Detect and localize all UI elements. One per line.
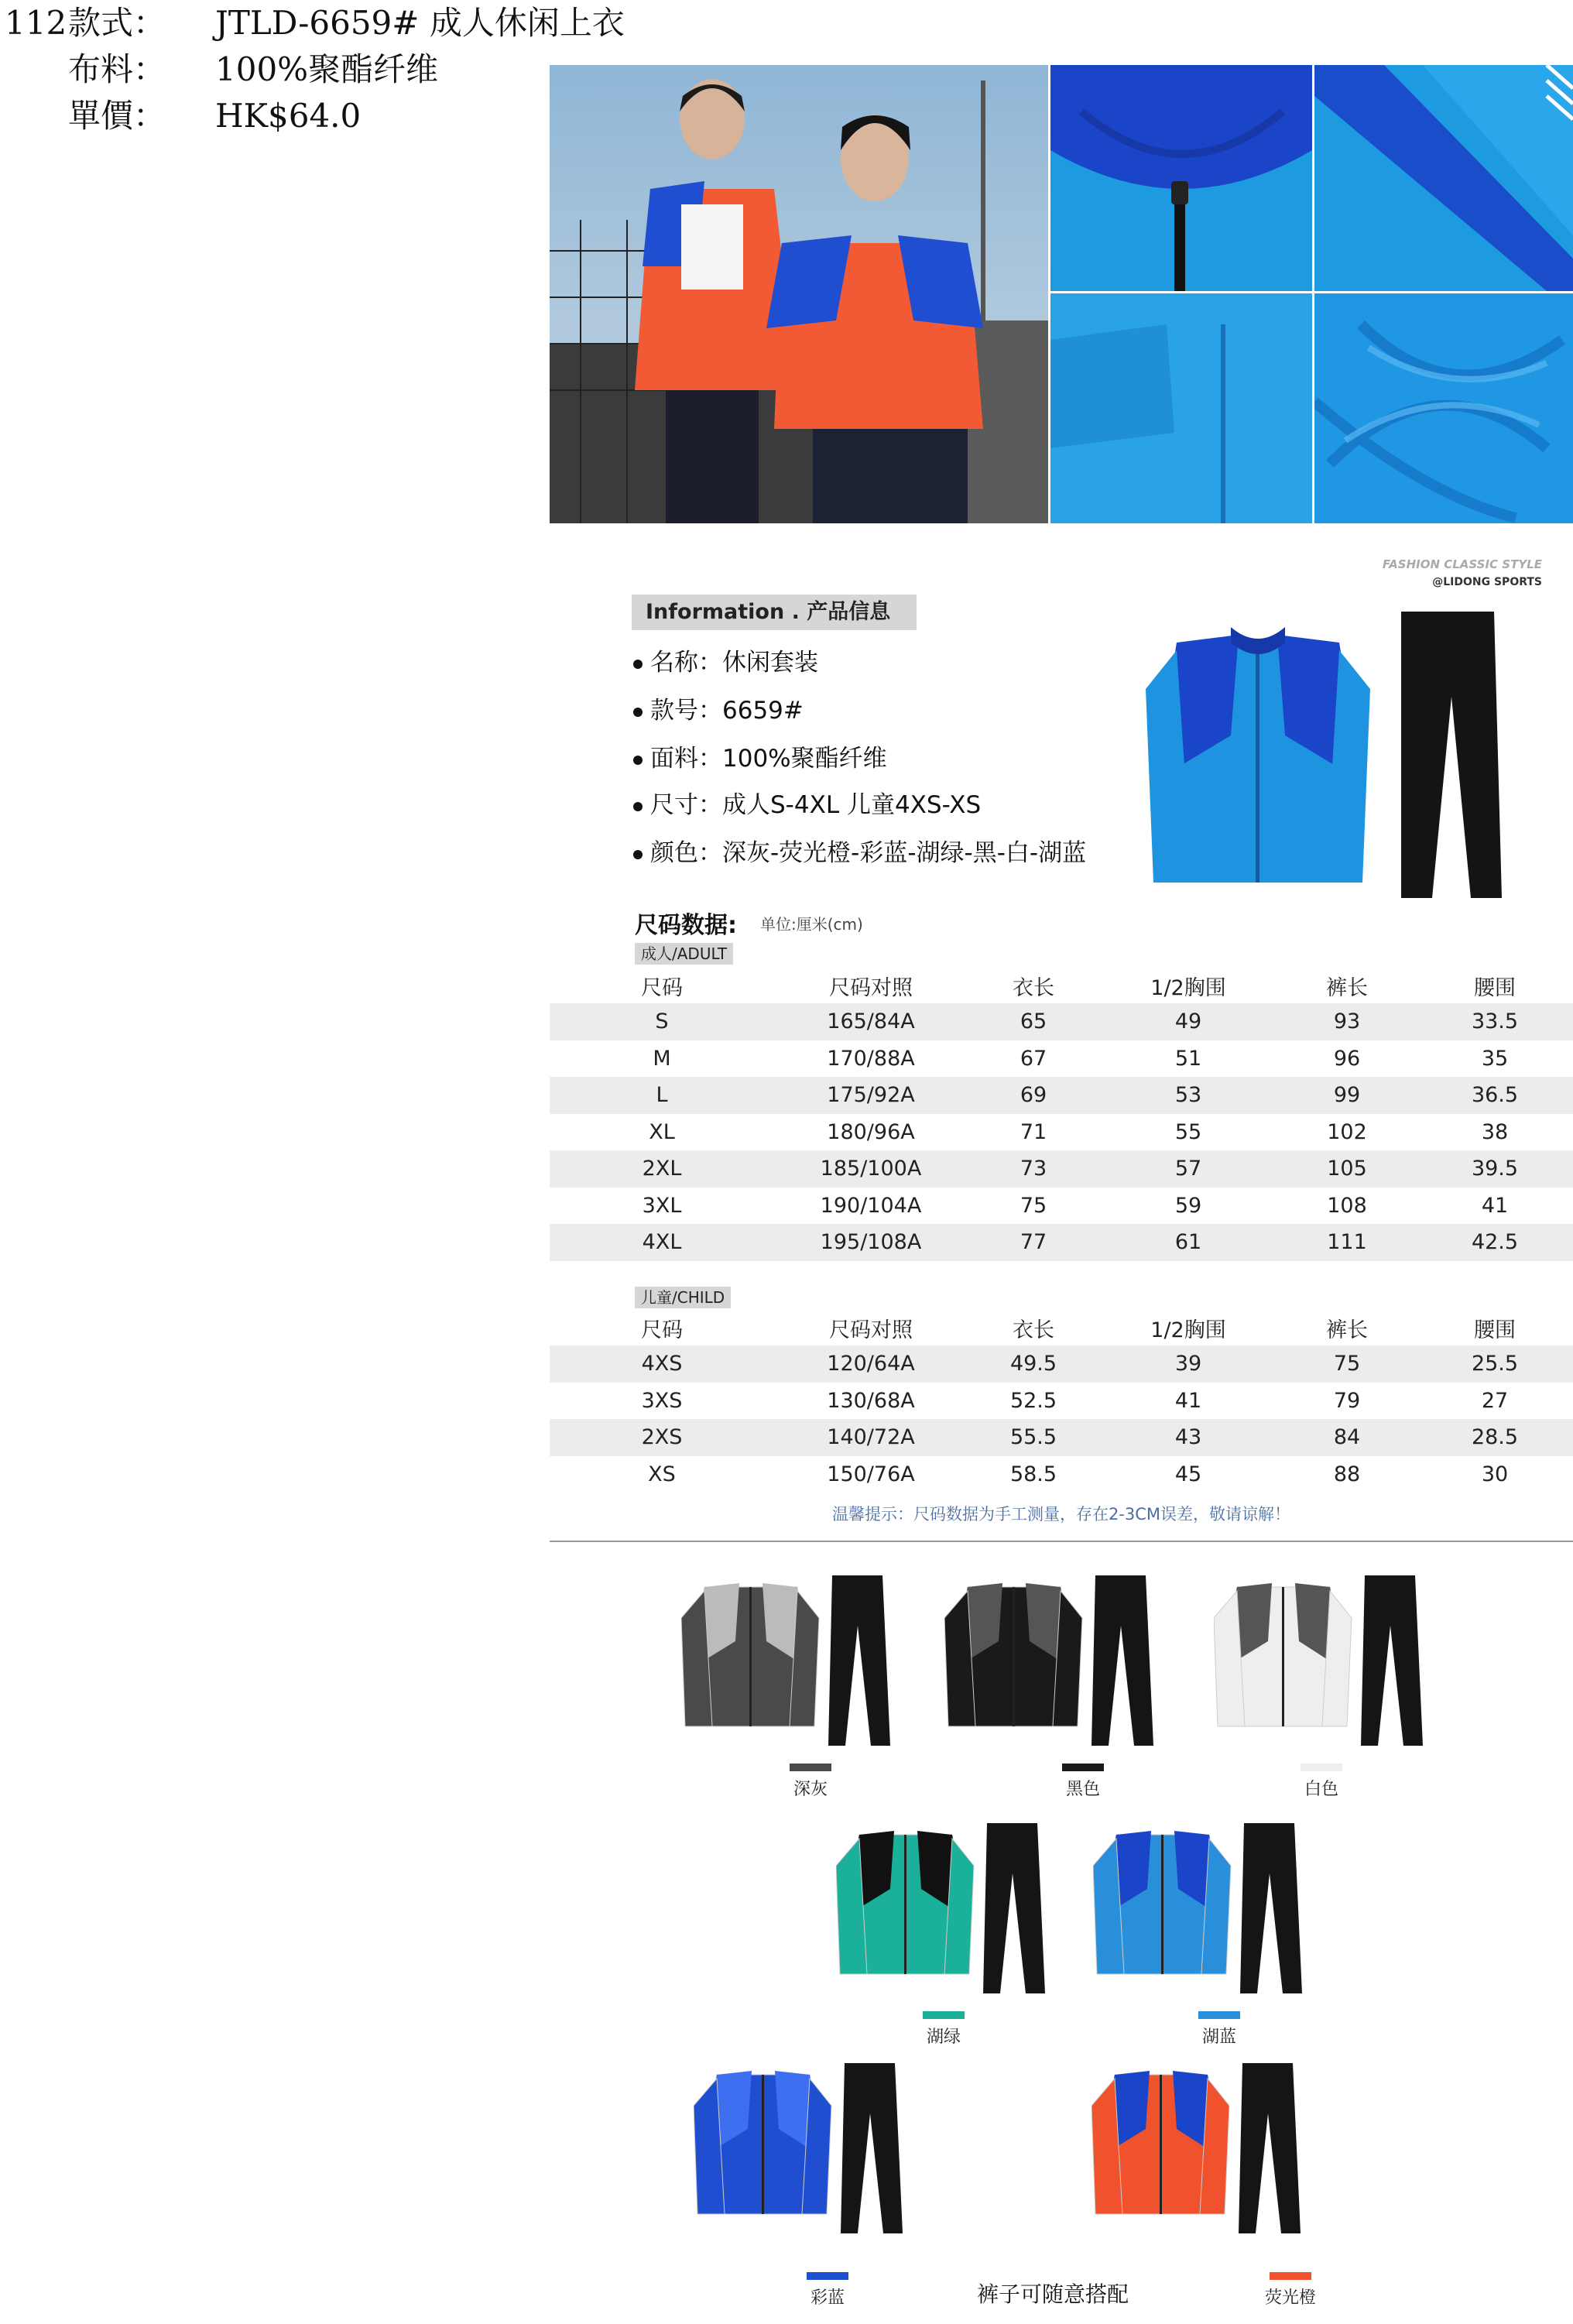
size-measurement-note: 温馨提示：尺码数据为手工测量，存在2-3CM误差，敬请谅解！ [831, 1505, 1291, 1524]
table-cell: 93 [1277, 1003, 1417, 1040]
table-cell: L [550, 1077, 774, 1114]
pants-mix-note: 裤子可随意搭配 [977, 2281, 1129, 2307]
color-swatch [1062, 1764, 1104, 1771]
table-cell: 49 [1099, 1003, 1277, 1040]
column-header: 尺码 [641, 1318, 683, 1342]
info-section-tag: Information . 产品信息 [632, 595, 917, 630]
adult-group-tag: 成人/ADULT [635, 943, 733, 965]
table-row [550, 1345, 1573, 1383]
table-cell: 73 [968, 1150, 1099, 1188]
info-line-model: 款号：6659# [633, 691, 804, 725]
column-header: 尺码对照 [829, 975, 913, 1000]
shoulder-closeup-photo [1314, 65, 1573, 291]
color-label: 荧光橙 [1264, 2288, 1316, 2308]
table-cell: 165/84A [774, 1003, 968, 1040]
table-cell: 190/104A [820, 1193, 922, 1218]
section-divider [550, 1541, 1573, 1542]
table-cell: 102 [1327, 1119, 1367, 1144]
fabric-closeup-photo [1314, 293, 1573, 523]
table-cell: 38 [1481, 1119, 1509, 1144]
tracksuit-variant-image [1092, 2059, 1324, 2237]
table-cell: 30 [1481, 1462, 1509, 1486]
color-label: 黑色 [1065, 1780, 1100, 1799]
table-cell: 79 [1333, 1388, 1361, 1413]
tracksuit-variant-image [681, 1572, 913, 1750]
tracksuit-variant-image [1093, 1819, 1325, 1997]
table-cell: 3XL [642, 1193, 682, 1218]
table-cell: 59 [1174, 1193, 1202, 1218]
info-line-colors: 颜色：深灰-荧光橙-彩蓝-湖绿-黑-白-湖蓝 [633, 833, 1086, 868]
price-value: HK$64.0 [215, 97, 362, 135]
tracksuit-render [1146, 604, 1548, 913]
table-cell: 120/64A [774, 1345, 968, 1383]
price-label: 單價： [68, 97, 166, 135]
table-cell: 75 [1277, 1345, 1417, 1383]
column-header: 腰围 [1474, 975, 1516, 1000]
table-cell: 108 [1327, 1193, 1367, 1218]
collar-closeup-photo [1050, 65, 1312, 291]
table-cell: 51 [1174, 1046, 1202, 1071]
table-cell: 96 [1333, 1046, 1361, 1071]
table-cell: 69 [968, 1077, 1099, 1114]
color-swatch [1270, 2272, 1311, 2280]
table-cell: 105 [1277, 1150, 1417, 1188]
brand-name: @LIDONG SPORTS [1432, 576, 1542, 588]
table-cell: 130/68A [827, 1388, 915, 1413]
color-label: 深灰 [793, 1780, 828, 1799]
table-cell: 77 [968, 1224, 1099, 1261]
adult-size-table [550, 968, 1573, 1261]
table-cell: 140/72A [774, 1419, 968, 1456]
model-photo [550, 65, 1048, 523]
child-size-table [550, 1310, 1573, 1493]
color-swatch [1198, 2011, 1240, 2019]
table-cell: 39 [1099, 1345, 1277, 1383]
table-cell: M [653, 1046, 671, 1071]
column-header: 衣长 [1013, 1318, 1054, 1342]
table-cell: 99 [1277, 1077, 1417, 1114]
tracksuit-variant-image [694, 2059, 926, 2237]
size-data-unit: 单位:厘米(cm) [760, 915, 863, 934]
table-row [550, 1456, 1573, 1493]
table-cell: 111 [1277, 1224, 1417, 1261]
table-cell: 195/108A [774, 1224, 968, 1261]
table-cell: 33.5 [1417, 1003, 1573, 1040]
table-row [550, 1003, 1573, 1040]
column-header: 1/2胸围 [1150, 1318, 1226, 1342]
table-cell: 53 [1099, 1077, 1277, 1114]
table-cell: 65 [968, 1003, 1099, 1040]
table-cell: 35 [1481, 1046, 1509, 1071]
style-value: JTLD-6659# 成人休闲上衣 [215, 4, 625, 42]
table-cell: 42.5 [1417, 1224, 1573, 1261]
table-cell: 2XL [550, 1150, 774, 1188]
info-line-name: 名称：休闲套装 [633, 643, 818, 677]
column-header: 尺码 [641, 975, 683, 1000]
table-cell: 150/76A [827, 1462, 915, 1486]
color-swatch [790, 1764, 831, 1771]
tracksuit-variant-image [944, 1572, 1177, 1750]
table-cell: 25.5 [1417, 1345, 1573, 1383]
table-cell: 27 [1481, 1388, 1509, 1413]
color-label: 湖绿 [926, 2028, 961, 2047]
table-header-row [550, 968, 1573, 1003]
table-cell: 2XS [550, 1419, 774, 1456]
info-line-fabric: 面料：100%聚酯纤维 [633, 739, 887, 773]
table-cell: 88 [1333, 1462, 1361, 1486]
table-cell: 84 [1277, 1419, 1417, 1456]
table-cell: XS [648, 1462, 676, 1486]
color-label: 湖蓝 [1201, 2028, 1236, 2047]
table-cell: 28.5 [1417, 1419, 1573, 1456]
table-cell: 41 [1481, 1193, 1509, 1218]
table-row [550, 1383, 1573, 1420]
table-cell: 180/96A [827, 1119, 915, 1144]
fabric-label: 布料： [68, 50, 166, 88]
table-cell: 49.5 [968, 1345, 1099, 1383]
table-cell: 58.5 [1009, 1462, 1057, 1486]
item-number: 112 [5, 4, 67, 42]
table-header-row [550, 1310, 1573, 1345]
size-data-title: 尺码数据: [635, 912, 737, 939]
table-cell: 55 [1174, 1119, 1202, 1144]
style-label: 款式： [68, 4, 166, 42]
product-info-panel [550, 542, 1573, 1541]
table-cell: 4XL [550, 1224, 774, 1261]
table-cell: 75 [1020, 1193, 1047, 1218]
table-cell: 43 [1099, 1419, 1277, 1456]
table-cell: 36.5 [1417, 1077, 1573, 1114]
fabric-value: 100%聚酯纤维 [215, 50, 439, 88]
table-cell: 175/92A [774, 1077, 968, 1114]
table-cell: 41 [1174, 1388, 1202, 1413]
color-swatch [923, 2011, 965, 2019]
table-cell: 57 [1099, 1150, 1277, 1188]
column-header: 腰围 [1474, 1318, 1516, 1342]
table-row [550, 1419, 1573, 1456]
table-cell: S [550, 1003, 774, 1040]
table-row [550, 1188, 1573, 1225]
info-line-size: 尺寸：成人S-4XL 儿童4XS-XS [633, 785, 981, 820]
color-swatch [1301, 1764, 1342, 1771]
table-cell: 3XS [641, 1388, 683, 1413]
tracksuit-variant-image [1214, 1572, 1446, 1750]
table-row [550, 1150, 1573, 1188]
table-row [550, 1077, 1573, 1114]
table-cell: 4XS [550, 1345, 774, 1383]
table-cell: XL [649, 1119, 675, 1144]
table-cell: 45 [1174, 1462, 1202, 1486]
table-cell: 67 [1020, 1046, 1047, 1071]
color-label: 白色 [1304, 1780, 1338, 1799]
table-row [550, 1040, 1573, 1078]
cuff-closeup-photo [1050, 293, 1312, 523]
tracksuit-variant-image [836, 1819, 1068, 1997]
column-header: 裤长 [1326, 1318, 1368, 1342]
color-swatch [807, 2272, 848, 2280]
table-cell: 55.5 [968, 1419, 1099, 1456]
table-cell: 52.5 [1009, 1388, 1057, 1413]
table-cell: 39.5 [1417, 1150, 1573, 1188]
table-cell: 185/100A [774, 1150, 968, 1188]
column-header: 1/2胸围 [1150, 975, 1226, 1000]
color-label: 彩蓝 [810, 2288, 845, 2308]
table-cell: 61 [1099, 1224, 1277, 1261]
column-header: 尺码对照 [829, 1318, 913, 1342]
column-header: 裤长 [1326, 975, 1368, 1000]
column-header: 衣长 [1013, 975, 1054, 1000]
child-group-tag: 儿童/CHILD [635, 1287, 731, 1308]
table-cell: 71 [1020, 1119, 1047, 1144]
table-row [550, 1224, 1573, 1261]
table-row [550, 1114, 1573, 1151]
brand-slogan: FASHION CLASSIC STYLE [1382, 557, 1542, 571]
table-cell: 170/88A [827, 1046, 915, 1071]
